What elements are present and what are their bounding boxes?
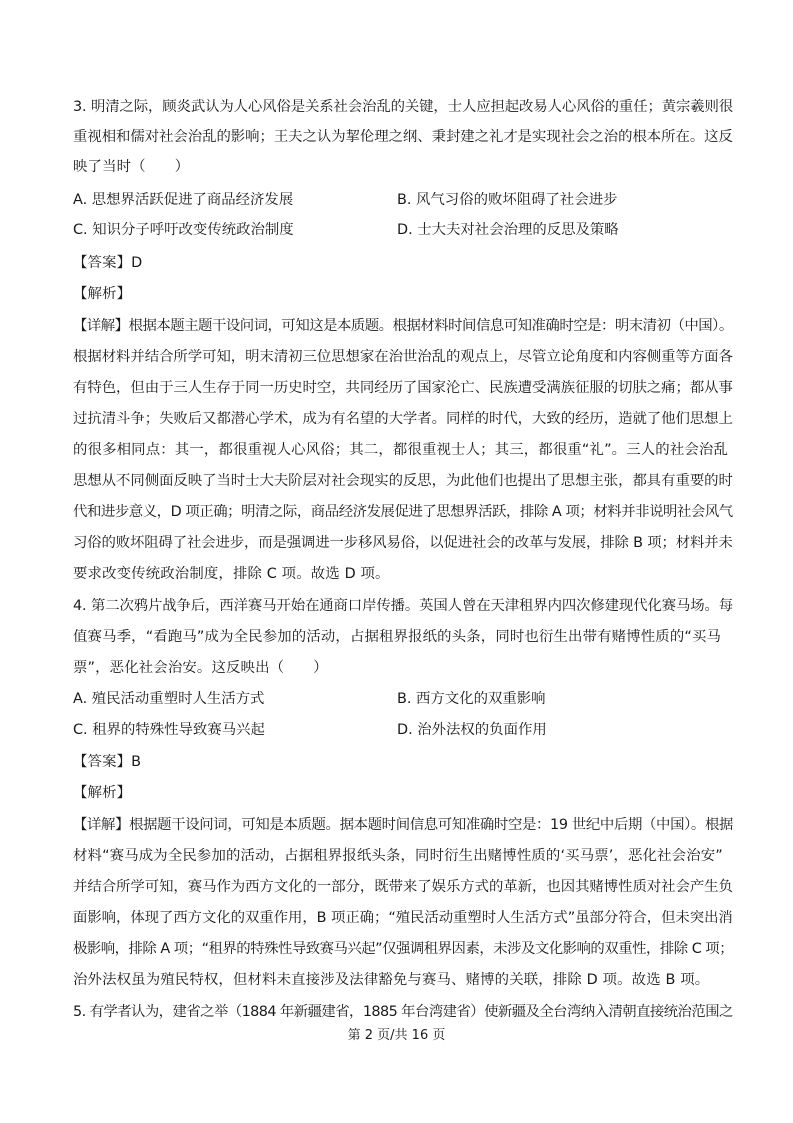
q3-option-d: D. 士大夫对社会治理的反思及策略: [397, 222, 619, 238]
q3-stem-line: 映了当时（ ）: [73, 159, 190, 175]
q4-analysis-line: 并结合所学可知，赛马作为西方文化的一部分，既带来了娱乐方式的革新，也因其赌博性质对社会产生负: [73, 879, 733, 895]
q4-option-c: C. 租界的特殊性导致赛马兴起: [73, 722, 265, 738]
q4-stem-line: 票”，恶化社会治安。这反映出（ ）: [73, 660, 328, 676]
q4-analysis-line: 极影响，排除 A 项；“租界的特殊性导致赛马兴起”仅强调租界因素，未涉及文化影响的双重性，排除 C 项；: [73, 941, 734, 957]
q3-analysis-line: 过抗清斗争；失败后又都潜心学术，成为有名望的大学者。同样的时代，大致的经历，造就了他们思想上: [73, 411, 733, 427]
q3-analysis-line: 的很多相同点：其一，都很重视人心风俗；其二，都很重视士人；其三，都很重“礼”。三人的社会治乱: [73, 442, 729, 458]
q4-answer: 【答案】B: [73, 754, 142, 770]
q3-option-c: C. 知识分子呼吁改变传统政治制度: [73, 222, 294, 238]
q3-stem-line: 重视相和儒对社会治乱的影响；王夫之认为挈伦理之纲、秉封建之礼才是实现社会之治的根本所在。这反: [73, 129, 733, 145]
q4-analysis-label: 【解析】: [73, 785, 132, 801]
page-number-footer: 第 2 页/共 16 页: [347, 1028, 446, 1043]
q3-analysis-line: 根据材料并结合所学可知，明末清初三位思想家在治世治乱的观点上，尽管立论角度和内容侧重等方面各: [73, 349, 733, 365]
q3-option-a: A. 思想界活跃促进了商品经济发展: [73, 192, 294, 208]
q3-analysis-line: 要求改变传统政治制度，排除 C 项。故选 D 项。: [73, 566, 390, 582]
q4-analysis-line: 治外法权虽为殖民特权，但材料未直接涉及法律豁免与赛马、赌博的关联，排除 D 项。故选 B 项。: [73, 972, 710, 988]
q4-analysis-line: 【详解】根据题干设问词，可知是本质题。据本题时间信息可知准确时空是：19 世纪中后期（中国）。根据: [73, 817, 734, 833]
q3-stem-line: 3. 明清之际，顾炎武认为人心风俗是关系社会治乱的关键，士人应担起改易人心风俗的重任；黄宗羲则很: [73, 99, 734, 115]
q3-analysis-label: 【解析】: [73, 286, 132, 302]
q3-analysis-line: 习俗的败坏阻碍了社会进步，而是强调进一步移风易俗，以促进社会的改革与发展，排除 B 项；材料并未: [73, 535, 733, 551]
q3-answer: 【答案】D: [73, 255, 143, 271]
q4-stem-line: 4. 第二次鸦片战争后，西洋赛马开始在通商口岸传播。英国人曾在天津租界内四次修建现代化赛马场。每: [73, 598, 734, 614]
q4-option-a: A. 殖民活动重塑时人生活方式: [73, 691, 265, 707]
q4-option-d: D. 治外法权的负面作用: [397, 722, 547, 738]
q5-stem-line: 5. 有学者认为，建省之举（1884 年新疆建省，1885 年台湾建省）使新疆及全台湾纳入清朝直接统治范围之: [73, 1004, 733, 1020]
q4-analysis-line: 面影响，体现了西方文化的双重作用，B 项正确；“殖民活动重塑时人生活方式”虽部分符合，但未突出消: [73, 910, 733, 926]
q4-stem-line: 值赛马季，“看跑马”成为全民参加的活动，占据租界报纸的头条，同时也衍生出带有赌博性质的“买马: [73, 629, 722, 645]
q3-analysis-line: 【详解】根据本题主题干设问词，可知这是本质题。根据材料时间信息可知准确时空是：明末清初（中国）。: [73, 318, 733, 334]
q3-option-b: B. 风气习俗的败坏阻碍了社会进步: [397, 192, 618, 208]
q3-analysis-line: 有特色，但由于三人生存于同一历史时空，共同经历了国家沦亡、民族遭受满族征服的切肤之痛；都从事: [73, 380, 733, 396]
q3-analysis-line: 代和进步意义，D 项正确；明清之际，商品经济发展促进了思想界活跃，排除 A 项；材料并非说明社会风气: [73, 504, 733, 520]
q3-analysis-line: 思想从不同侧面反映了当时士大夫阶层对社会现实的反思，为此他们也提出了思想主张，都具有重要的时: [73, 473, 733, 489]
q4-option-b: B. 西方文化的双重影响: [397, 691, 546, 707]
q4-analysis-line: 材料“赛马成为全民参加的活动，占据租界报纸头条，同时衍生出赌博性质的‘买马票’，恶化社会治安”: [73, 848, 723, 864]
